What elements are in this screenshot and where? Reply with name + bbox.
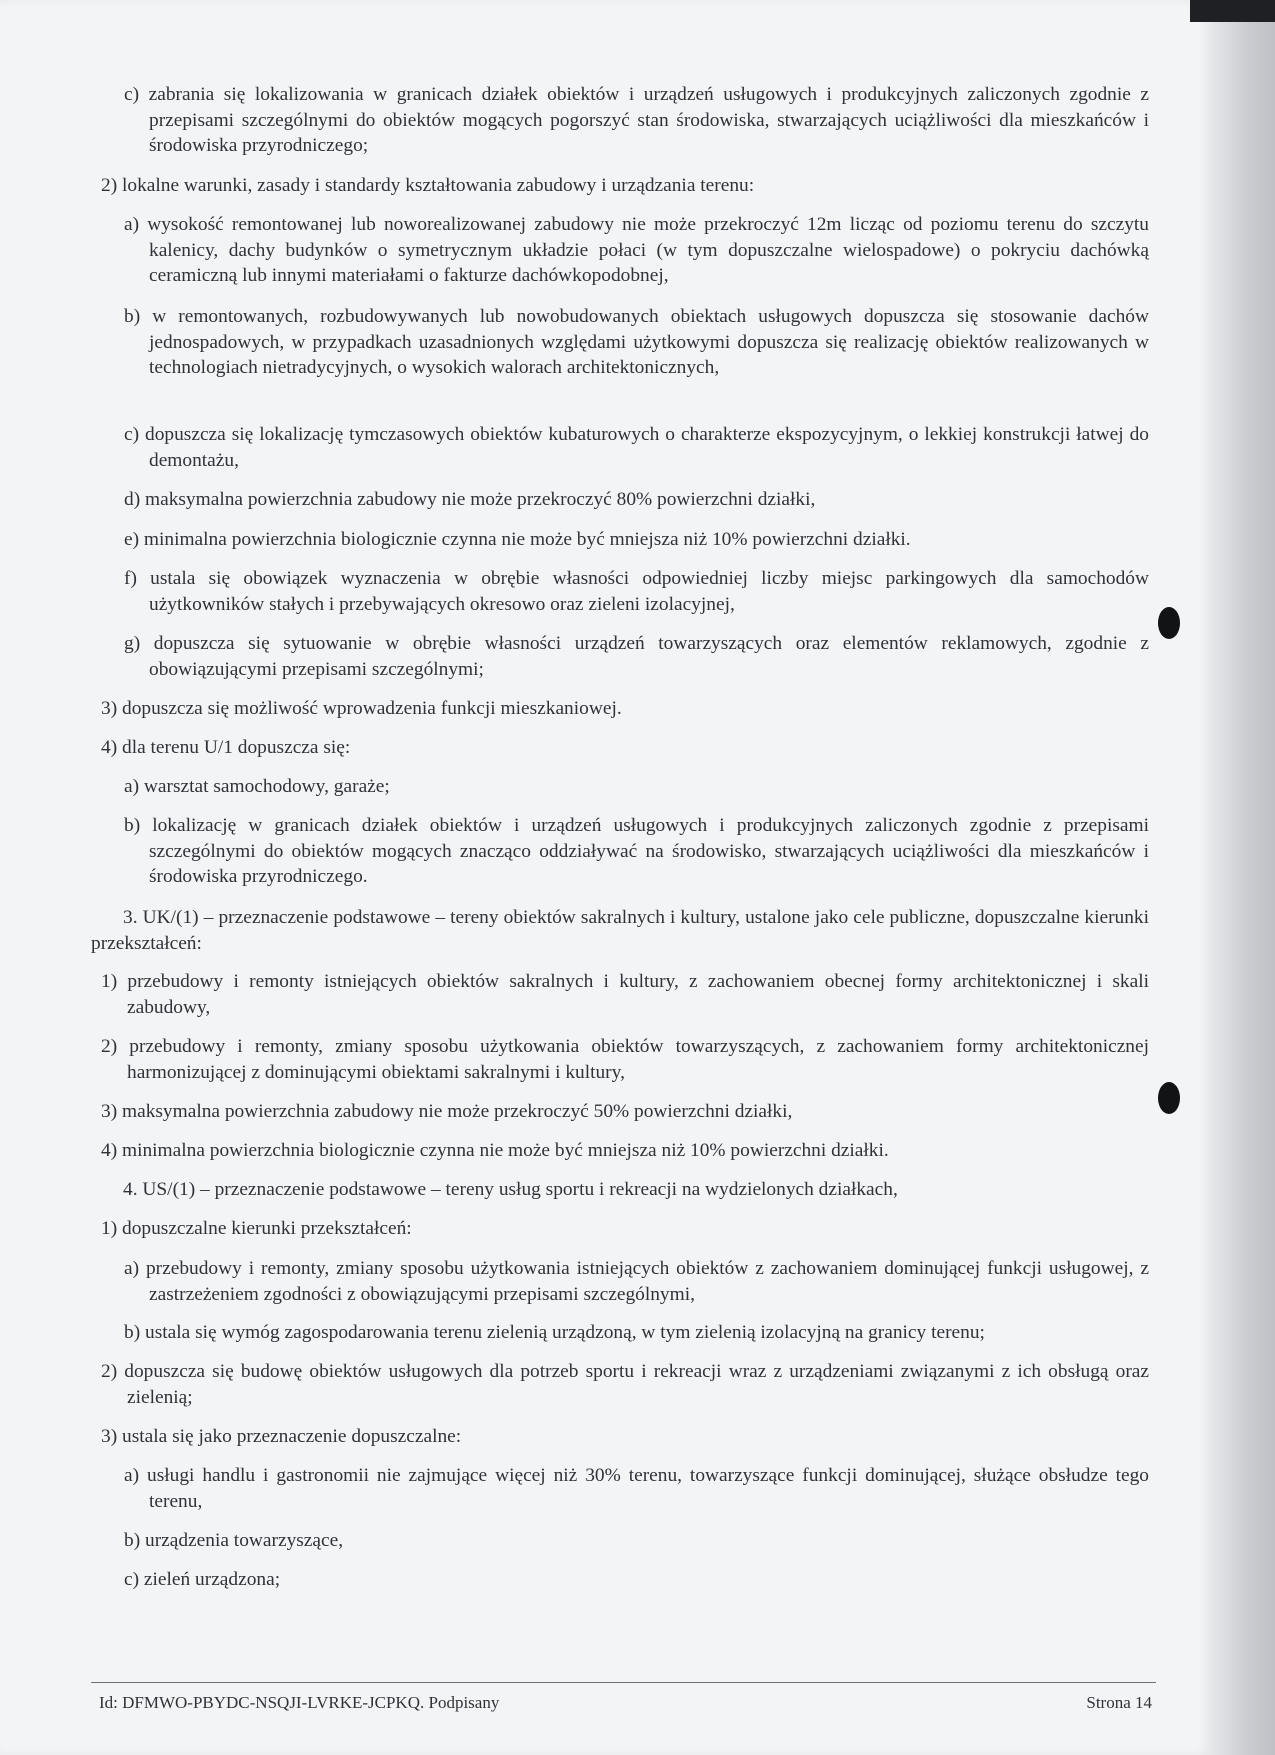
paragraph-4-min-bio: 4) minimalna powierzchnia biologicznie czynna nie może być mniejsza niż 10% powierzchni działki. xyxy=(101,1140,889,1161)
paragraph-1-directions: 1) dopuszczalne kierunki przekształceń: xyxy=(101,1218,412,1239)
paragraph-g-ads: g) dopuszcza się sytuowanie w obrębie własności urządzeń towarzyszących oraz elementów reklamowych, zgodnie z obowiązującymi przepisami szczególnymi; xyxy=(124,633,1149,680)
paragraph-b-roofs: b) w remontowanych, rozbudowywanych lub nowobudowanych obiektach usługowych dopuszcza się stosowanie dachów jednospadowych, w przypadkach uzasadnionych względami użytkowymi dopuszcza się realizację obiektów realizowanych w technologiach nietradycyjnych, o wysokich walorach architektonicznych, xyxy=(124,306,1149,378)
paragraph-a-trade: a) usługi handlu i gastronomii nie zajmujące więcej niż 30% terenu, towarzyszące funkcji dominującej, służące obsłudze tego terenu, xyxy=(124,1465,1149,1512)
paragraph-c-green: c) zieleń urządzona; xyxy=(124,1569,281,1590)
section-4-us1: 4. US/(1) – przeznaczenie podstawowe – tereny usług sportu i rekreacji na wydzielonych działkach, xyxy=(123,1179,898,1200)
section-3-uk1: 3. UK/(1) – przeznaczenie podstawowe – tereny obiektów sakralnych i kultury, ustalone jako cele publiczne, dopuszczalne kierunki przekształceń: xyxy=(91,907,1149,954)
paragraph-2-sport-buildings: 2) dopuszcza się budowę obiektów usługowych dla potrzeb sportu i rekreacji wraz z urządzeniami związanymi z ich obsługą oraz zielenią; xyxy=(101,1361,1149,1408)
footer-divider xyxy=(91,1682,1156,1683)
punch-hole-bottom xyxy=(1158,1082,1180,1114)
paragraph-2-local-conditions: 2) lokalne warunki, zasady i standardy kształtowania zabudowy i urządzania terenu: xyxy=(101,175,755,196)
paragraph-f-parking: f) ustala się obowiązek wyznaczenia w obrębie własności odpowiedniej liczby miejsc parkingowych dla samochodów użytkowników stałych i przebywających okresowo oraz zieleni izolacyjnej, xyxy=(124,568,1149,615)
paragraph-b-greenery: b) ustala się wymóg zagospodarowania terenu zielenią urządzoną, w tym zielenią izolacyjną na granicy terenu; xyxy=(124,1322,985,1343)
footer-document-id: Id: DFMWO-PBYDC-NSQJI-LVRKE-JCPKQ. Podpisany xyxy=(99,1693,500,1712)
paragraph-e-min-bio: e) minimalna powierzchnia biologicznie czynna nie może być mniejsza niż 10% powierzchni działki. xyxy=(124,529,911,550)
paragraph-3-max-area: 3) maksymalna powierzchnia zabudowy nie może przekroczyć 50% powierzchni działki, xyxy=(101,1101,793,1122)
scan-background-edge xyxy=(1212,0,1275,1755)
paragraph-c-temporary: c) dopuszcza się lokalizację tymczasowych obiektów kubaturowych o charakterze ekspozycyjnym, o lekkiej konstrukcji łatwej do demontażu, xyxy=(124,424,1149,471)
paragraph-3-residential: 3) dopuszcza się możliwość wprowadzenia funkcji mieszkaniowej. xyxy=(101,698,622,719)
paragraph-b-location: b) lokalizację w granicach działek obiektów i urządzeń usługowych i produkcyjnych zaliczonych zgodnie z przepisami szczególnymi do obiektów mogących znacząco oddziaływać na środowisko, stwarzających uciążliwości dla mieszkańców i środowiska przyrodniczego. xyxy=(124,815,1149,887)
paragraph-a-workshop: a) warsztat samochodowy, garaże; xyxy=(124,776,390,797)
paragraph-a-height: a) wysokość remontowanej lub noworealizowanej zabudowy nie może przekroczyć 12m licząc od poziomu terenu do szczytu kalenicy, dachy budynków o symetrycznym układzie połaci (w tym dopuszczalne wielospadowe) o pokryciu dachówką ceramiczną lub innymi materiałami o fakturze dachówkopodobnej, xyxy=(124,214,1149,286)
punch-hole-top xyxy=(1158,607,1180,639)
paragraph-2-accompanying: 2) przebudowy i remonty, zmiany sposobu użytkowania obiektów towarzyszących, z zachowaniem formy architektonicznej harmonizującej z dominującymi obiektami sakralnymi i kultury, xyxy=(101,1036,1149,1083)
scan-dark-corner xyxy=(1190,0,1275,22)
paragraph-b-devices: b) urządzenia towarzyszące, xyxy=(124,1530,344,1551)
paragraph-3-permitted-use: 3) ustala się jako przeznaczenie dopuszczalne: xyxy=(101,1426,462,1447)
paragraph-4-u1: 4) dla terenu U/1 dopuszcza się: xyxy=(101,737,351,758)
paragraph-d-max-area: d) maksymalna powierzchnia zabudowy nie może przekroczyć 80% powierzchni działki, xyxy=(124,489,816,510)
footer-page-number: Strona 14 xyxy=(1086,1693,1152,1712)
paragraph-1-sacral: 1) przebudowy i remonty istniejących obiektów sakralnych i kultury, z zachowaniem obecnej formy architektonicznej i skali zabudowy, xyxy=(101,971,1149,1018)
paragraph-c-prohibition: c) zabrania się lokalizowania w granicach działek obiektów i urządzeń usługowych i produkcyjnych zaliczonych zgodnie z przepisami szczególnymi do obiektów mogących pogorszyć stan środowiska, stwarzających uciążliwości dla mieszkańców i środowiska przyrodniczego; xyxy=(124,84,1149,156)
paragraph-a-rebuilding: a) przebudowy i remonty, zmiany sposobu użytkowania istniejących obiektów z zachowaniem dominującej funkcji usługowej, z zastrzeżeniem zgodności z obowiązującymi przepisami szczególnymi, xyxy=(124,1258,1149,1305)
